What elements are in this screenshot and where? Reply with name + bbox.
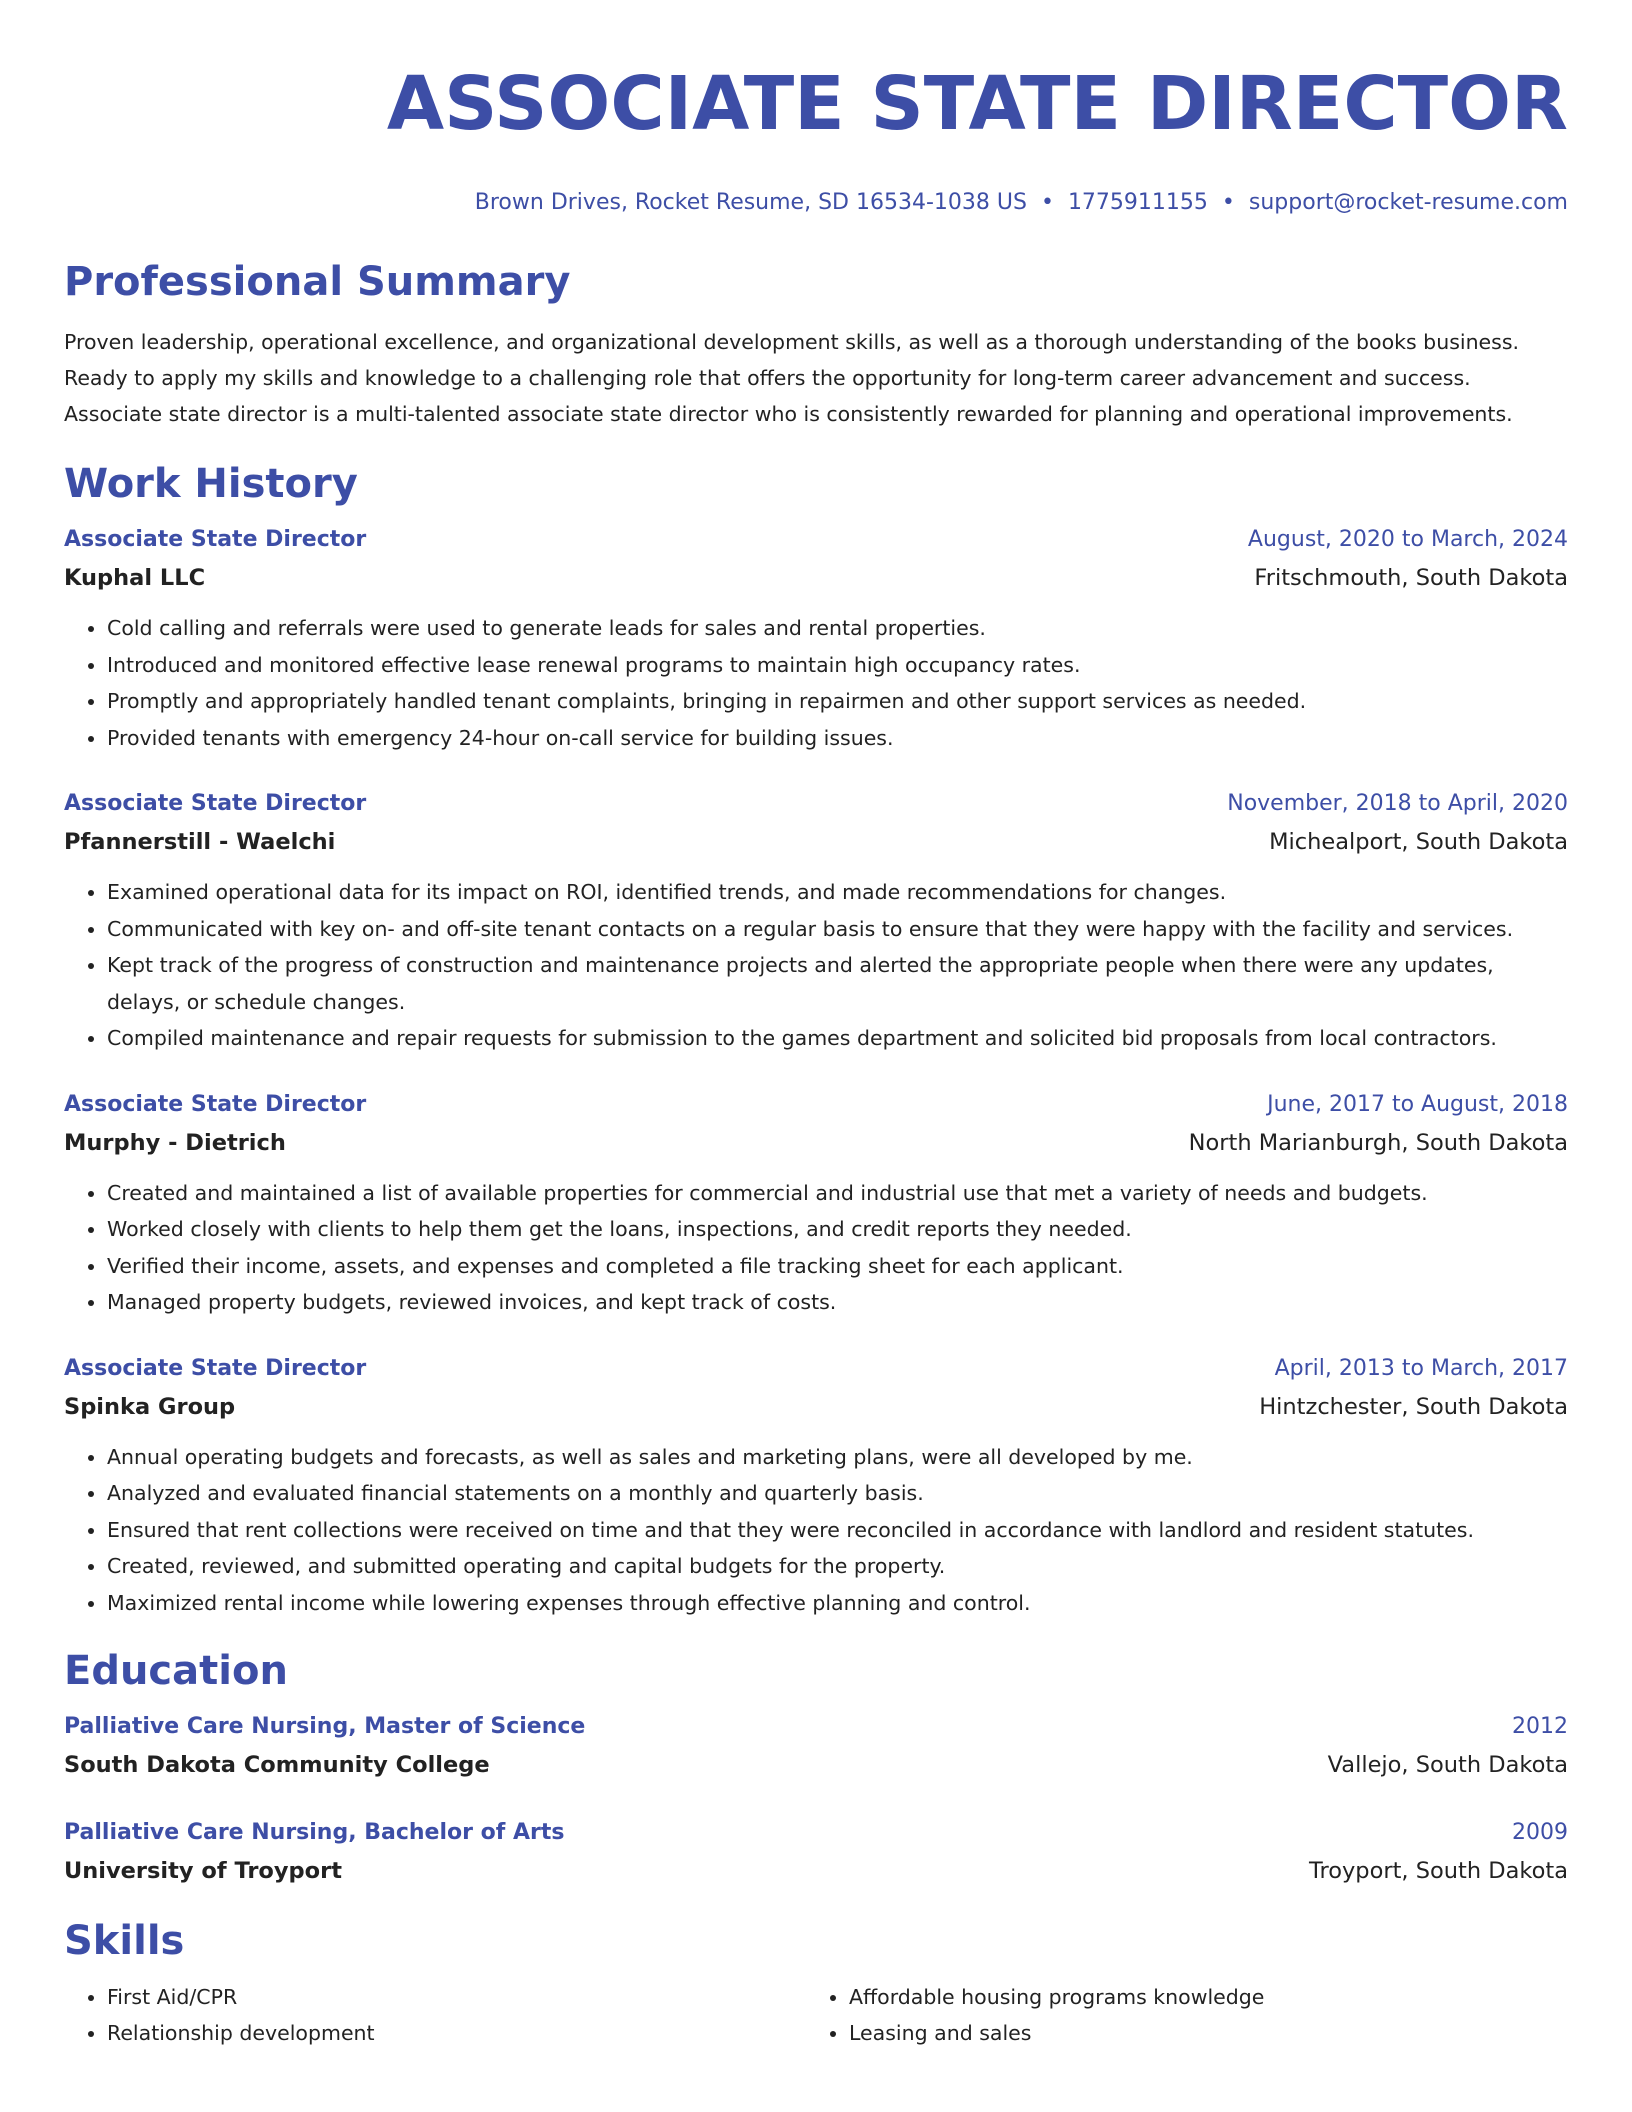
job-dates: April, 2013 to March, 2017	[1274, 1355, 1568, 1381]
job-bullet: • Verified their income, assets, and expenses and completed a file tracking sheet for each applicant.	[107, 1248, 1568, 1285]
job-bullet: • Compiled maintenance and repair requests for submission to the games department and solicited bid proposals from local contractors.	[107, 1020, 1568, 1057]
job-dates: June, 2017 to August, 2018	[1267, 1091, 1568, 1117]
contact-phone: 1775911155	[1067, 190, 1208, 215]
education-entry	[64, 1815, 1568, 1891]
job-bullet: • Introduced and monitored effective lease renewal programs to maintain high occupancy rates.	[107, 647, 1568, 684]
job-company: Spinka Group	[64, 1393, 236, 1420]
job-entry	[64, 1087, 1568, 1321]
skill-item: • Leasing and sales	[849, 2015, 1548, 2051]
school-name: South Dakota Community College	[64, 1752, 490, 1778]
degree: Palliative Care Nursing, Bachelor of Arts	[64, 1820, 565, 1845]
job-bullet: • Created and maintained a list of available properties for commercial and industrial use that met a variety of needs and budgets.	[107, 1175, 1568, 1212]
job-company: Kuphal LLC	[64, 565, 206, 591]
job-bullet: • Kept track of the progress of construction and maintenance projects and alerted the appropriate people when there were any updates, delays, or schedule changes.	[107, 947, 1568, 1020]
job-bullet: • Promptly and appropriately handled tenant complaints, bringing in repairmen and other support services as needed.	[107, 683, 1568, 720]
job-location: Michealport, South Dakota	[1269, 829, 1568, 855]
job-bullets	[64, 1175, 1568, 1321]
school-location: Troyport, South Dakota	[1309, 1858, 1568, 1884]
job-bullets	[64, 874, 1568, 1057]
job-dates: November, 2018 to April, 2020	[1227, 791, 1568, 816]
school-location: Vallejo, South Dakota	[1327, 1752, 1568, 1778]
job-bullet: • Ensured that rent collections were received on time and that they were reconciled in accordance with landlord and resident statutes.	[107, 1512, 1568, 1549]
skill-item: • Affordable housing programs knowledge	[849, 1979, 1548, 2015]
job-bullet: • Managed property budgets, reviewed invoices, and kept track of costs.	[107, 1284, 1568, 1321]
job-location: North Marianburgh, South Dakota	[1188, 1129, 1568, 1156]
graduation-year: 2009	[1512, 1820, 1568, 1845]
job-entry	[64, 1351, 1568, 1622]
contact-separator: •	[1221, 190, 1235, 215]
summary-heading: Professional Summary	[64, 259, 571, 305]
work-history-heading: Work History	[64, 461, 358, 507]
job-bullet: • Examined operational data for its impact on ROI, identified trends, and made recommendations for changes.	[107, 874, 1568, 911]
contact-address: Brown Drives, Rocket Resume, SD 16534-1038 US	[474, 190, 1027, 215]
job-bullet: • Cold calling and referrals were used to generate leads for sales and rental properties.	[107, 610, 1568, 647]
job-bullet: • Created, reviewed, and submitted operating and capital budgets for the property.	[107, 1548, 1568, 1585]
contact-separator: •	[1040, 190, 1054, 215]
job-company: Pfannerstill - Waelchi	[64, 829, 336, 855]
job-bullet: • Maximized rental income while lowering expenses through effective planning and control.	[107, 1585, 1568, 1622]
skill-item: • First Aid/CPR	[107, 1979, 806, 2015]
job-bullet: • Provided tenants with emergency 24-hour on-call service for building issues.	[107, 720, 1568, 757]
resume-name: ASSOCIATE STATE DIRECTOR	[386, 61, 1568, 147]
job-bullet: • Annual operating budgets and forecasts, as well as sales and marketing plans, were all developed by me.	[107, 1439, 1568, 1476]
skills-heading: Skills	[64, 1918, 185, 1964]
job-title: Associate State Director	[64, 527, 367, 552]
degree: Palliative Care Nursing, Master of Science	[64, 1714, 586, 1739]
graduation-year: 2012	[1512, 1714, 1568, 1739]
job-entry	[64, 522, 1568, 756]
skills-column-left	[64, 1979, 806, 2051]
job-bullet: • Analyzed and evaluated financial statements on a monthly and quarterly basis.	[107, 1475, 1568, 1512]
job-location: Hintzchester, South Dakota	[1259, 1393, 1568, 1420]
education-heading: Education	[64, 1648, 288, 1694]
job-bullets	[64, 610, 1568, 756]
job-title: Associate State Director	[64, 791, 367, 816]
education-entry	[64, 1709, 1568, 1785]
skills-column-right	[806, 1979, 1548, 2051]
skill-item: • Relationship development	[107, 2015, 806, 2051]
job-bullets	[64, 1439, 1568, 1622]
summary-text: Proven leadership, operational excellence, and organizational development skills, as well as a thorough understanding of the books business. Ready to apply my skills and knowledge to a challenging role that offers the opportunity for long-term career advancement and success. Associate state director is a multi-talented associate state director who is consistently rewarded for planning and operational improvements.	[64, 330, 1520, 426]
skills-list	[64, 1979, 1568, 2051]
job-dates: August, 2020 to March, 2024	[1247, 527, 1568, 552]
school-name: University of Troyport	[64, 1858, 342, 1884]
job-company: Murphy - Dietrich	[64, 1129, 286, 1156]
job-bullet: • Worked closely with clients to help them get the loans, inspections, and credit reports they needed.	[107, 1211, 1568, 1248]
contact-email: support@rocket-resume.com	[1248, 190, 1568, 215]
job-entry	[64, 786, 1568, 1057]
job-title: Associate State Director	[64, 1091, 367, 1117]
job-title: Associate State Director	[64, 1355, 367, 1381]
contact-line	[64, 188, 1568, 218]
job-location: Fritschmouth, South Dakota	[1254, 565, 1568, 591]
job-bullet: • Communicated with key on- and off-site tenant contacts on a regular basis to ensure that they were happy with the facility and services.	[107, 911, 1568, 948]
